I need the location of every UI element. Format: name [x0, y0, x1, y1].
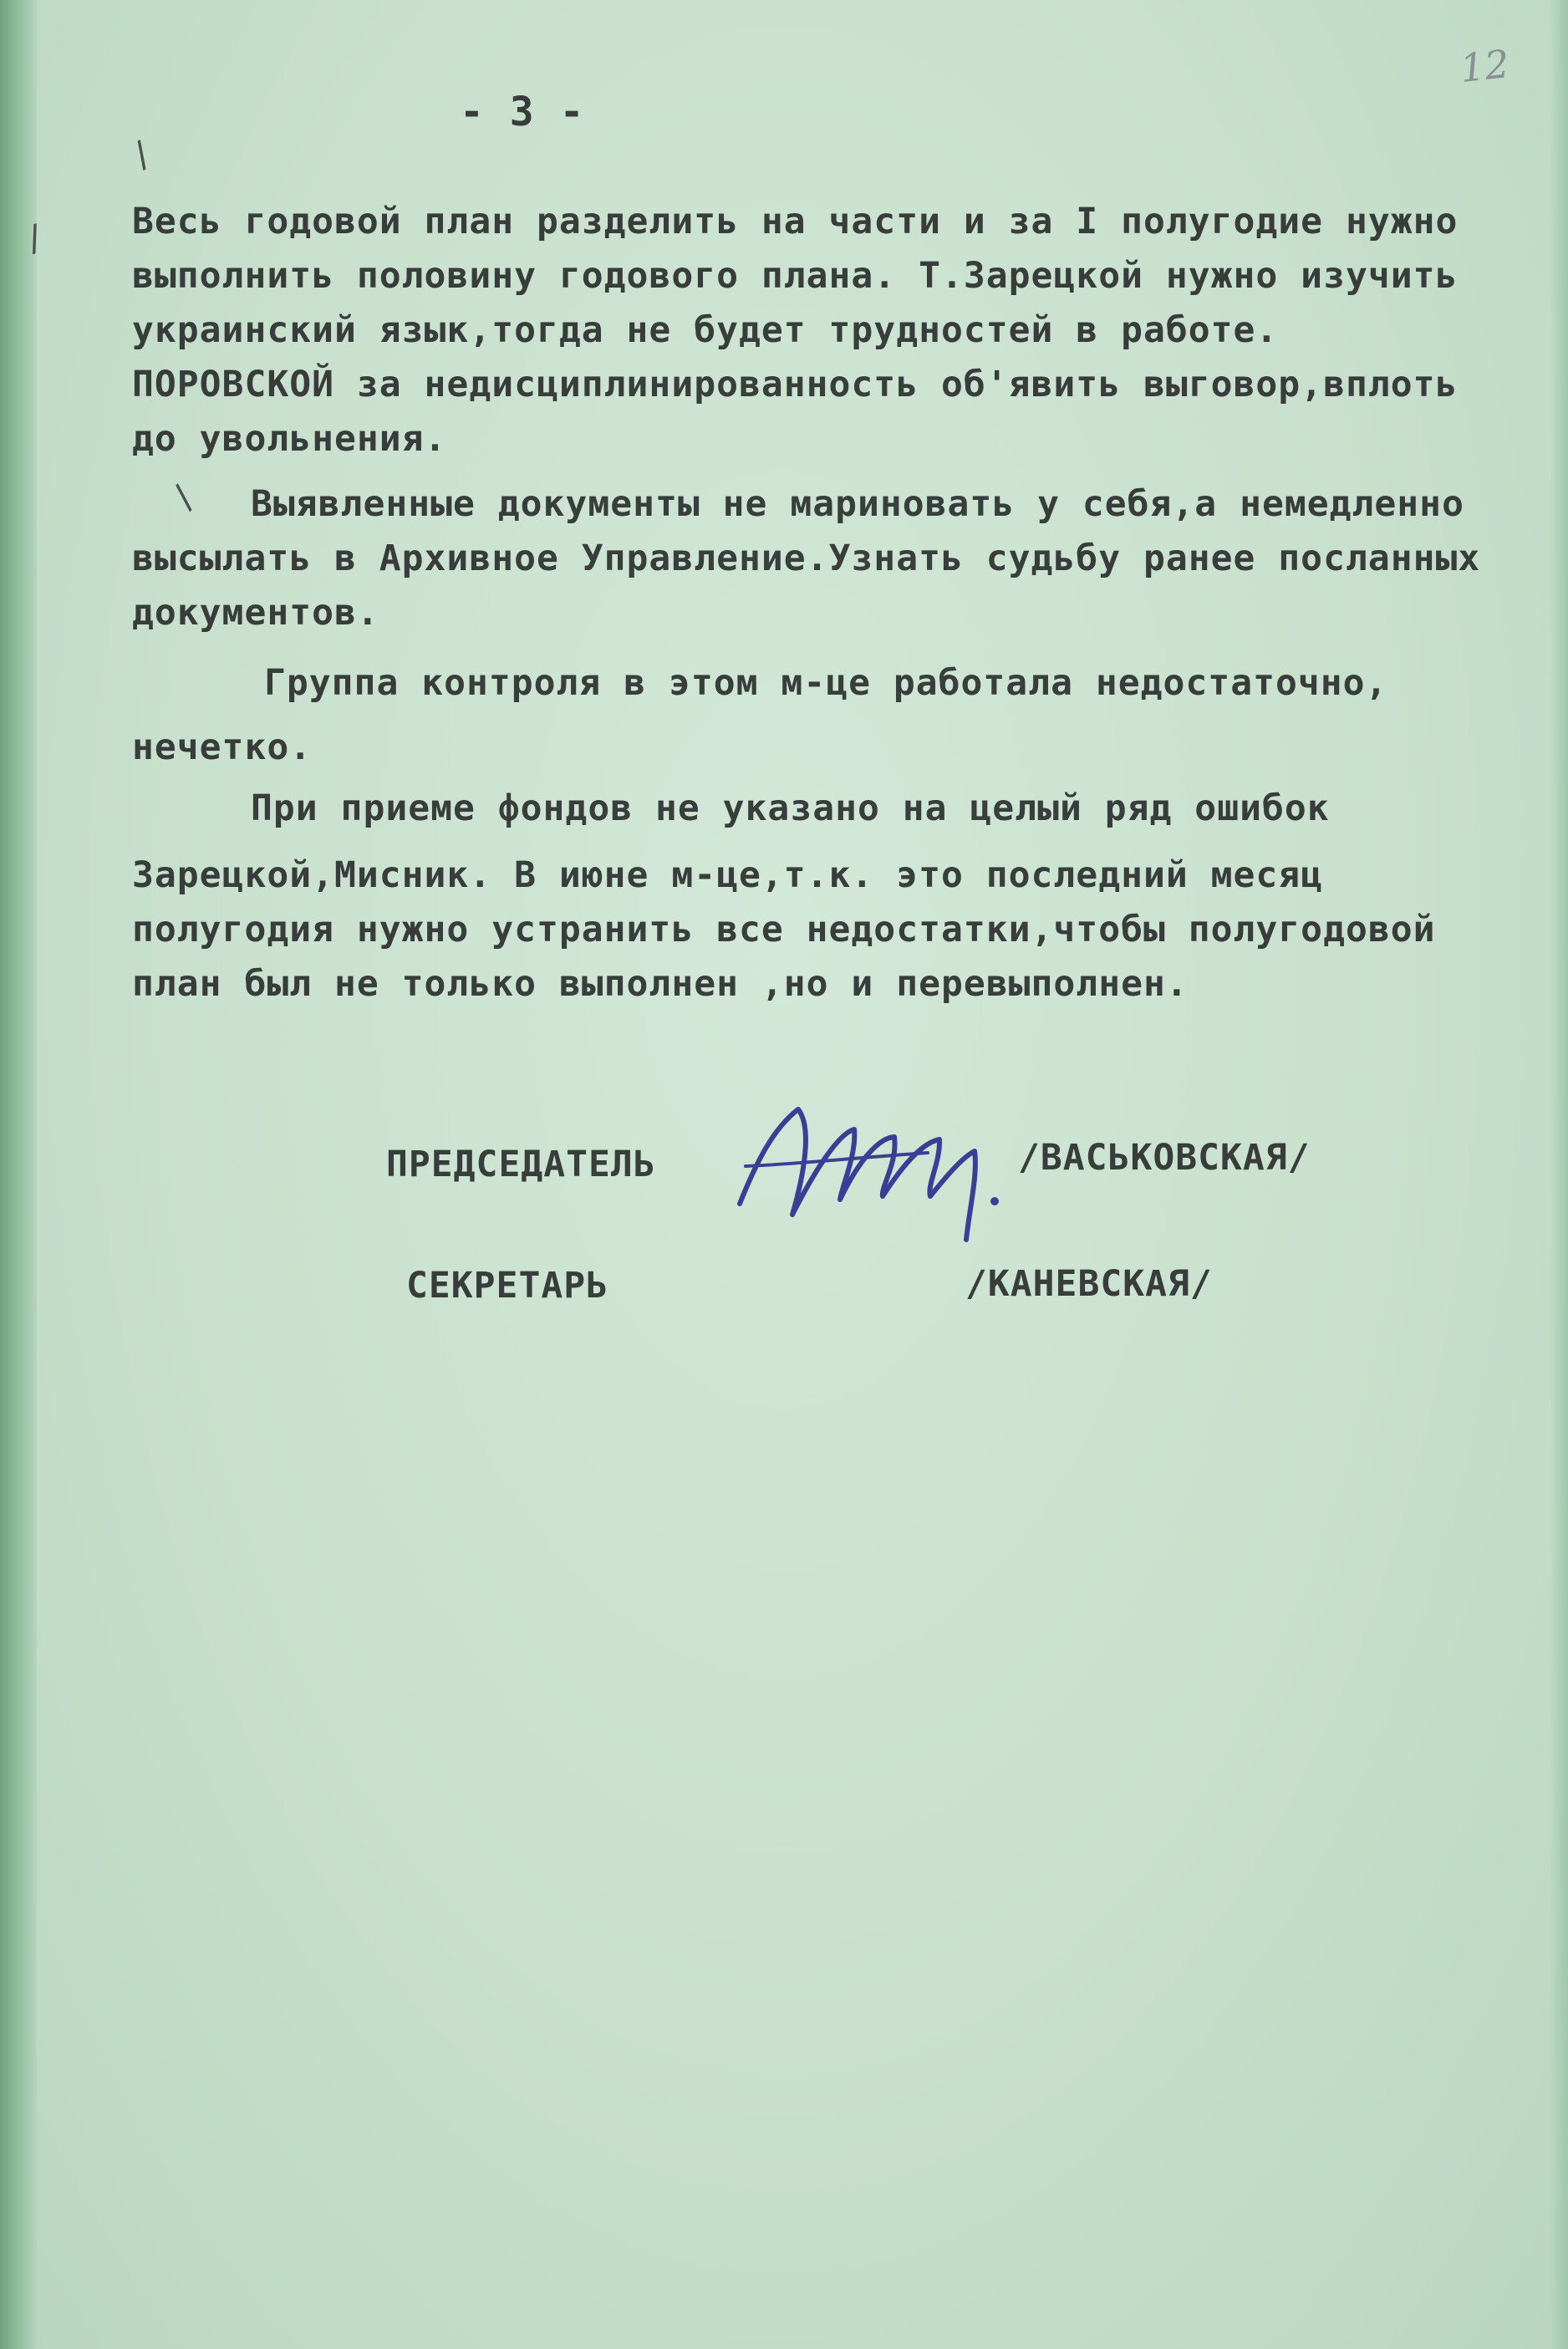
- body-line-11: При приеме фондов не указано на целый ряд ошибок: [251, 787, 1330, 829]
- handwritten-signature: [719, 1091, 1011, 1258]
- body-line-7: высылать в Архивное Управление.Узнать судьбу ранее посланных: [132, 538, 1481, 579]
- binding-edge: [0, 0, 37, 2349]
- margin-tick: /: [23, 217, 46, 259]
- body-line-14: план был не только выполнен ,но и перевыполнен.: [132, 963, 1189, 1005]
- body-line-2: выполнить половину годового плана. Т.Зарецкой нужно изучить: [132, 255, 1459, 297]
- secretary-name: /КАНЕВСКАЯ/: [965, 1263, 1213, 1305]
- archive-folio-number: 12: [1458, 41, 1512, 91]
- body-line-10: нечетко.: [132, 726, 313, 768]
- paragraph-mark: /: [164, 478, 202, 516]
- body-line-6: Выявленные документы не мариновать у себя,а немедленно: [251, 483, 1464, 525]
- page-edge-shadow: [1550, 0, 1568, 2349]
- body-line-9: Группа контроля в этом м-це работала недостаточно,: [264, 662, 1388, 704]
- body-line-12: Зарецкой,Мисник. В июне м-це,т.к. это последний месяц: [132, 854, 1324, 896]
- body-line-1: Весь годовой план разделить на части и за I полугодие нужно: [132, 201, 1459, 242]
- page-number: - 3 -: [460, 89, 585, 135]
- body-line-4: ПОРОВСКОЙ за недисциплинированность об'явить выговор,вплоть: [132, 364, 1459, 405]
- chairman-name: /ВАСЬКОВСКАЯ/: [1018, 1137, 1311, 1179]
- body-line-13: полугодия нужно устранить все недостатки,чтобы полугодовой: [132, 909, 1436, 950]
- body-line-5: до увольнения.: [132, 418, 447, 460]
- secretary-title: СЕКРЕТАРЬ: [406, 1265, 608, 1307]
- chairman-title: ПРЕДСЕДАТЕЛЬ: [386, 1144, 656, 1185]
- margin-slash: /: [126, 133, 156, 176]
- body-line-3: украинский язык,тогда не будет трудностей в работе.: [132, 309, 1279, 351]
- body-line-8: документов.: [132, 592, 379, 634]
